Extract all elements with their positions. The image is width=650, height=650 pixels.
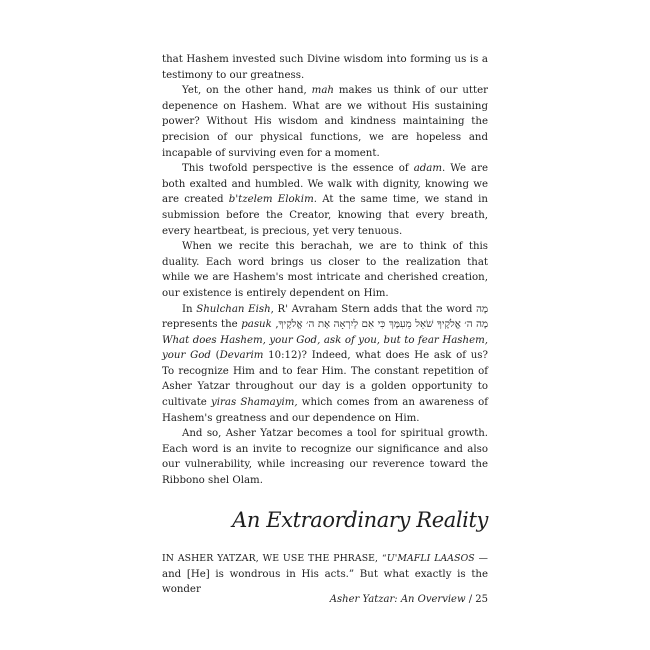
paragraph-1-text: that Hashem invested such Divine wisdom into forming us is a testimony to our greatness. [162, 54, 488, 81]
paragraph-5-emphasis-yiras-shamayim: yiras Shamayim, [211, 397, 298, 409]
paragraph-1 [162, 52, 488, 83]
paragraph-3 [162, 161, 488, 239]
paragraph-5-text-c: represents the [162, 319, 242, 331]
paragraph-4-text: When we recite this berachah, we are to think of this duality. Each word brings us closer to the realization that while we are Hashem's most intricate and cherished creation, our existence is entirely dependent on Him. [162, 241, 488, 299]
paragraph-2-text: Yet, on the other hand, [182, 85, 312, 97]
paragraph-2-text-cont: makes us think of our utter depenence on Hashem. What are we without His sustaining power? Without His wisdom and kindness maintaining the precision of our physical functions, we are hopeless and incapable of surviving even for a moment. [162, 85, 488, 159]
hebrew-word-mah: מָה [476, 303, 489, 315]
section-intro-small-caps: IN ASHER YATZAR, WE USE THE PHRASE, “ [162, 553, 387, 564]
section-intro [162, 551, 488, 598]
paragraph-5 [162, 302, 488, 427]
paragraph-2 [162, 83, 488, 161]
paragraph-5-text-f: which comes from an awareness of Hashem's greatness and our dependence on Him. [162, 397, 488, 424]
paragraph-4 [162, 239, 488, 301]
paragraph-5-text-d: ( [210, 350, 220, 362]
paragraph-5-emphasis-shulchan-eish: Shulchan Eish [196, 303, 271, 315]
hebrew-verse: מָה ה׳ אֱלֹקֶיךָ שֹׁאֵל מֵעִמָּךְ כִּי אִם לְיִרְאָה אֶת ה׳ אֱלֹקֶיךָ, [275, 319, 488, 331]
paragraph-3-text: This twofold perspective is the essence of [182, 163, 414, 175]
paragraph-5-emphasis-devarim: Devarim [219, 350, 264, 362]
page-footer [162, 594, 488, 605]
section-heading: An Extraordinary Reality [232, 508, 488, 532]
running-title: Asher Yatzar: An Overview [329, 594, 466, 605]
section-intro-text: and [He] is wondrous in His acts.” But what exactly is the wonder [162, 568, 488, 596]
paragraph-5-emphasis-pasuk: pasuk [241, 319, 272, 331]
paragraph-3-text-end: At the same time, we stand in submission before the Creator, knowing that every breath, every heartbeat, is precious, yet very tenuous. [162, 194, 488, 237]
paragraph-5-verse-translation: What does Hashem, your God, ask of you, but to fear Hashem, your God [162, 334, 488, 362]
paragraph-3-emphasis-btzelem: b'tzelem Elokim. [228, 194, 317, 206]
paragraph-6-text: And so, Asher Yatzar becomes a tool for spiritual growth. Each word is an invite to recognize our significance and also our vulnerability, while increasing our reverence toward the Ribbono shel Olam. [162, 428, 488, 487]
paragraph-5-text-b: , R' Avraham Stern adds that the word [270, 303, 477, 315]
page-number: 25 [475, 594, 488, 605]
paragraph-5-text-e: 10:12)? Indeed, what does He ask of us? To recognize Him and to fear Him. The constant repetition of Asher Yatzar throughout our day is a golden opportunity to cultivate [162, 350, 489, 409]
paragraph-5-text: In [182, 303, 197, 315]
paragraph-3-emphasis-adam: adam [413, 163, 443, 175]
paragraph-2-emphasis: mah [311, 85, 334, 97]
section-intro-emphasis: U'MAFLI LAASOS — [386, 553, 488, 564]
paragraph-6 [162, 426, 488, 488]
body-text [162, 52, 488, 489]
footer-separator: / [465, 594, 476, 605]
paragraph-3-text-cont: . We are both exalted and humbled. We walk with dignity, knowing we are created [162, 163, 488, 206]
